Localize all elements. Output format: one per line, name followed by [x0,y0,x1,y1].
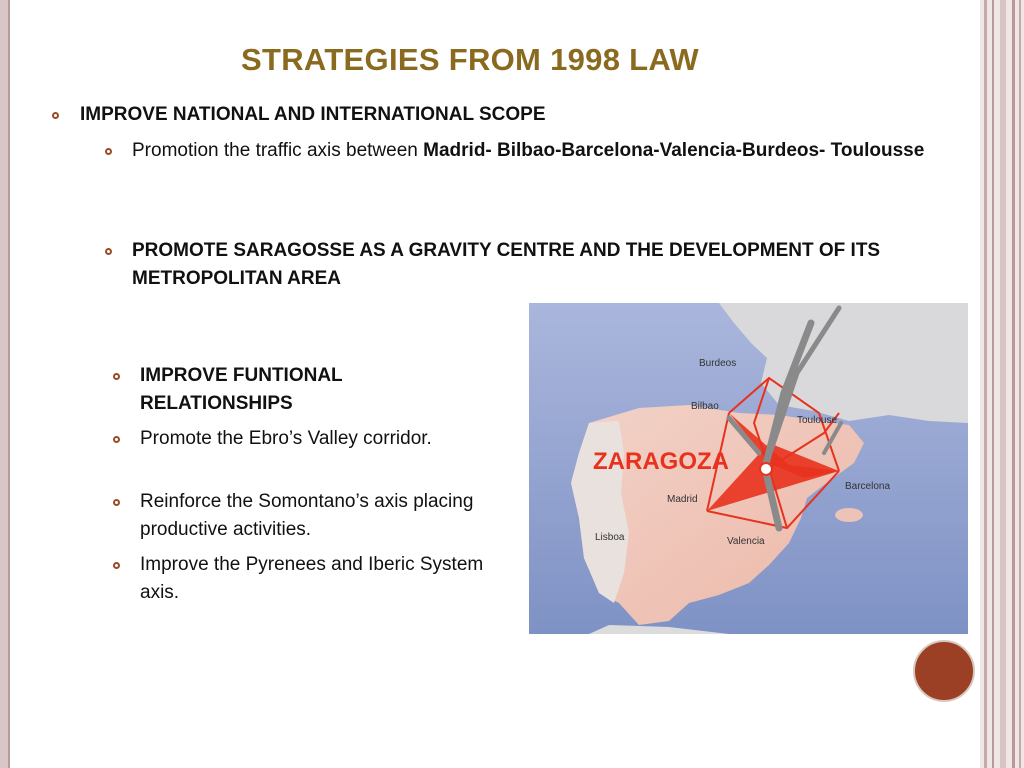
bullet-functional-relationships: IMPROVE FUNTIONAL RELATIONSHIPS [140,365,343,414]
map-label-burdeos: Burdeos [699,358,737,369]
bullet-traffic-axis-text: Promotion the traffic axis between [132,140,424,161]
bullet-marker [52,112,59,119]
right-decorative-band [980,0,1024,768]
bullet-marker [105,148,112,155]
bullet-marker [113,562,120,569]
bullet-somontano-axis: Reinforce the Somontano’s axis placing productive activities. [140,491,474,540]
map-label-bilbao: Bilbao [691,401,719,412]
bullet-pyrenees-axis: Improve the Pyrenees and Iberic System axis. [140,554,484,603]
bullet-national-scope: IMPROVE NATIONAL AND INTERNATIONAL SCOPE [80,104,546,125]
bullet-traffic-axis [132,137,962,165]
slide-title: STRATEGIES FROM 1998 LAW [241,42,699,77]
bullet-marker [113,436,120,443]
map-label-valencia: Valencia [727,536,765,547]
decorative-circle [913,640,975,702]
map-label-lisboa: Lisboa [595,532,625,543]
bullet-marker [113,373,120,380]
left-decorative-rule [0,0,10,768]
map-label-toulouse: Toulouse [797,415,838,426]
map-label-madrid: Madrid [667,494,698,505]
iberia-network-map [529,303,968,634]
bullet-gravity-centre: PROMOTE SARAGOSSE AS A GRAVITY CENTRE AND THE DEVELOPMENT OF ITS METROPOLITAN AREA [132,240,881,289]
bullet-traffic-axis-cities: Madrid- Bilbao-Barcelona-Valencia-Burdeos- Toulousse [423,140,925,161]
map-label-zaragoza: ZARAGOZA [593,448,729,475]
bullet-marker [105,248,112,255]
map-label-barcelona: Barcelona [845,481,891,492]
map-graphic [529,303,968,634]
bullet-ebro-valley: Promote the Ebro’s Valley corridor. [140,428,432,449]
bullet-marker [113,499,120,506]
